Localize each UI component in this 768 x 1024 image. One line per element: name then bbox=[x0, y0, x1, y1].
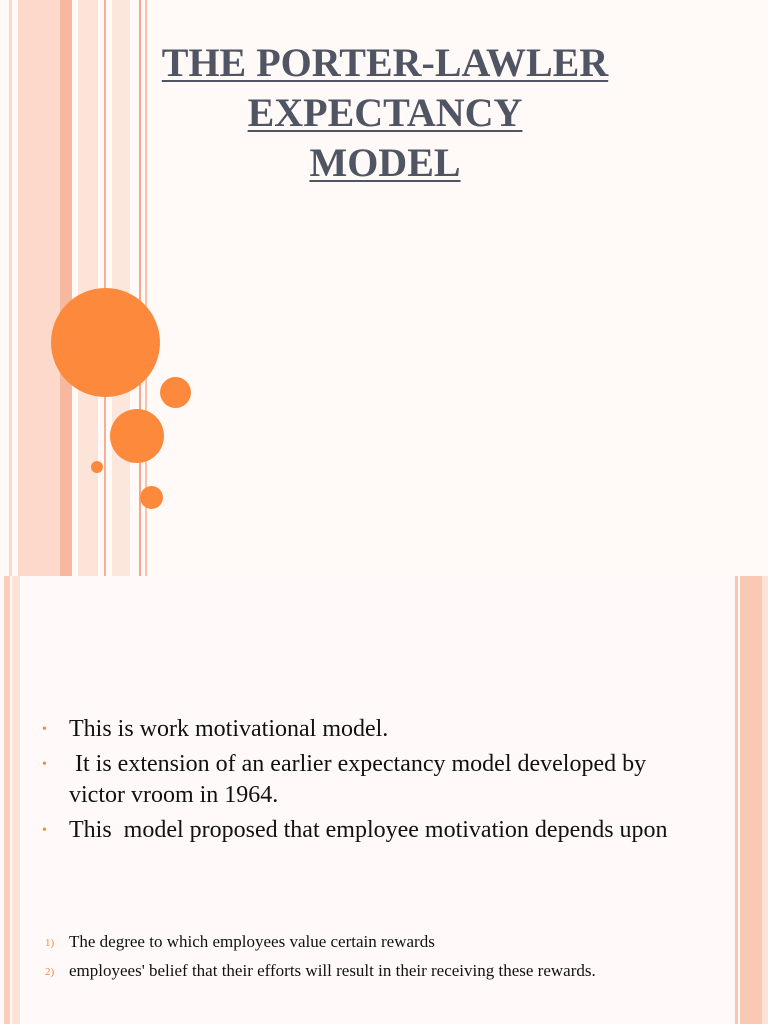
decor-stripe bbox=[735, 576, 738, 1024]
decor-circle-tiny bbox=[91, 461, 103, 473]
decor-circle-large bbox=[51, 288, 160, 397]
bullet-item bbox=[38, 714, 678, 745]
bullet-marker-icon: • bbox=[42, 823, 47, 838]
decor-circle-small bbox=[140, 486, 163, 509]
bullet-item bbox=[38, 749, 678, 811]
numbered-item bbox=[45, 959, 665, 983]
decor-stripe bbox=[60, 0, 72, 576]
bullet-text: It is extension of an earlier expectancy model developed by victor vroom in 1964. bbox=[69, 751, 653, 808]
bullet-marker-icon: • bbox=[42, 722, 47, 737]
bullet-text: This is work motivational model. bbox=[69, 716, 389, 742]
decor-stripe bbox=[9, 0, 12, 576]
bullet-text: This model proposed that employee motivation depends upon bbox=[69, 817, 668, 843]
title-line: MODEL bbox=[309, 140, 461, 185]
decor-stripe bbox=[18, 0, 60, 576]
bullet-marker-icon: • bbox=[42, 757, 47, 772]
numbered-list bbox=[45, 930, 665, 988]
decor-stripe bbox=[12, 576, 20, 1024]
decor-stripe bbox=[4, 576, 10, 1024]
decor-stripe bbox=[740, 576, 762, 1024]
decor-stripe bbox=[762, 576, 768, 1024]
item-number: 1) bbox=[45, 937, 55, 949]
title-line: EXPECTANCY bbox=[247, 90, 523, 135]
bullet-item bbox=[38, 815, 678, 846]
slide-title bbox=[140, 38, 630, 188]
item-number: 2) bbox=[45, 966, 55, 978]
numbered-item bbox=[45, 930, 665, 954]
title-line: THE PORTER-LAWLER bbox=[161, 40, 609, 85]
decor-circle-medium bbox=[110, 409, 164, 463]
bullet-list bbox=[38, 714, 678, 850]
decor-circle-small bbox=[160, 377, 191, 408]
item-text: employees' belief that their efforts will result in their receiving these rewards. bbox=[69, 961, 596, 980]
item-text: The degree to which employees value certain rewards bbox=[69, 932, 435, 951]
